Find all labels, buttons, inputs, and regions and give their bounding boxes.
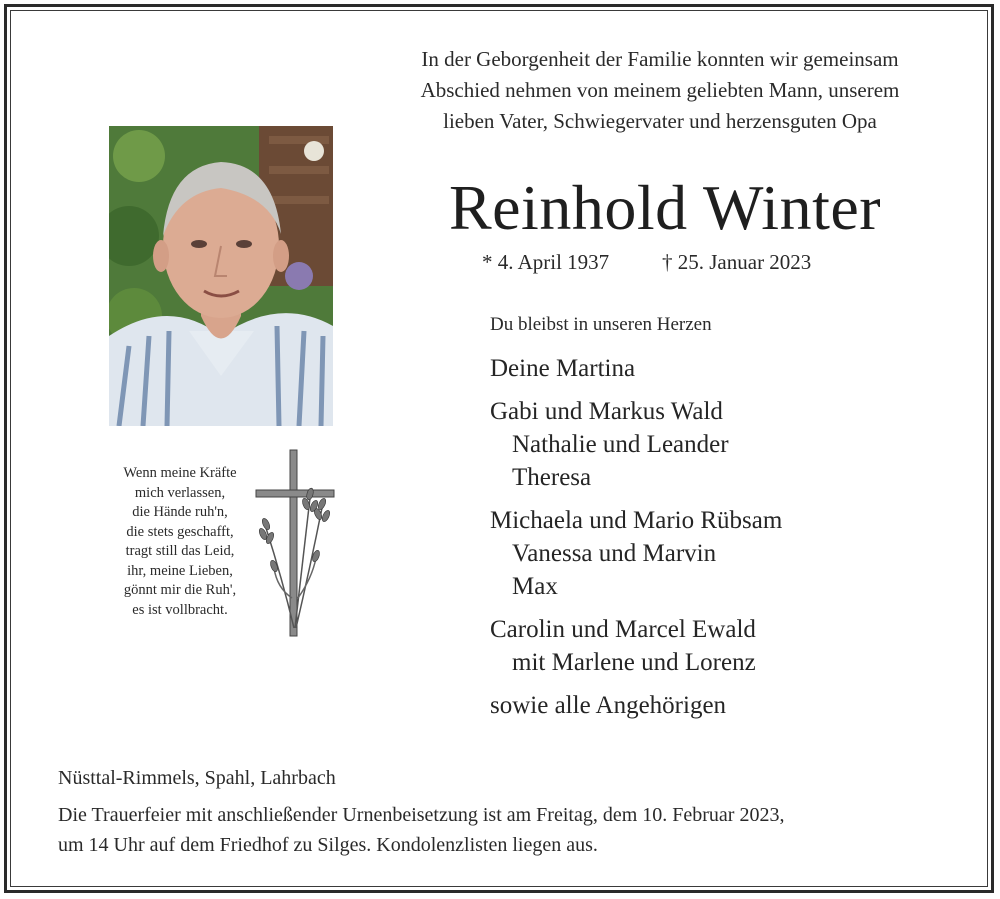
family-line: Max <box>512 573 558 600</box>
family-group-ewald <box>490 613 960 679</box>
intro-line: Abschied nehmen von meinem geliebten Mann, unserem <box>420 78 900 102</box>
death-date: † 25. Januar 2023 <box>662 250 812 274</box>
portrait-photo <box>109 126 333 426</box>
poem-line: die stets geschafft, <box>126 523 234 540</box>
family-line: Deine Martina <box>490 355 636 382</box>
intro-line: lieben Vater, Schwiegervater und herzensguten Opa <box>443 109 877 133</box>
family-line: Gabi und Markus Wald <box>490 398 723 425</box>
deceased-name: Reinhold Winter <box>448 172 882 243</box>
family-group-wife <box>490 352 960 385</box>
family-line: Vanessa und Marvin <box>512 540 717 567</box>
cross-with-wheat-icon <box>252 448 338 640</box>
poem-line: mich verlassen, <box>134 484 226 501</box>
poem-line: es ist vollbracht. <box>132 601 228 618</box>
family-line: Michaela und Mario Rübsam <box>490 507 783 534</box>
intro-text <box>368 44 952 137</box>
motto: Du bleibst in unseren Herzen <box>490 314 712 335</box>
family-line: Nathalie und Leander <box>512 431 729 458</box>
family-line: mit Marlene und Lorenz <box>512 649 756 676</box>
funeral-service-info <box>58 800 958 860</box>
poem-line: Wenn meine Kräfte <box>123 465 237 481</box>
family-line: Theresa <box>512 464 592 491</box>
family-group-wald <box>490 395 960 494</box>
portrait-image <box>109 126 333 426</box>
service-line: um 14 Uhr auf dem Friedhof zu Silges. Kondolenzlisten liegen aus. <box>58 834 598 856</box>
family-group-ruebsam <box>490 504 960 603</box>
family-list <box>490 352 960 732</box>
poem-line: die Hände ruh'n, <box>132 504 228 520</box>
intro-line: In der Geborgenheit der Familie konnten wir gemeinsam <box>421 47 899 71</box>
family-group-others <box>490 689 960 722</box>
place-names: Nüsttal-Rimmels, Spahl, Lahrbach <box>58 767 336 789</box>
poem-line: ihr, meine Lieben, <box>127 562 233 579</box>
service-line: Die Trauerfeier mit anschließender Urnenbeisetzung ist am Freitag, dem 10. Februar 2023, <box>58 804 785 826</box>
poem <box>100 464 260 620</box>
family-line: sowie alle Angehörigen <box>490 692 727 719</box>
poem-line: gönnt mir die Ruh', <box>123 582 237 598</box>
family-line: Carolin und Marcel Ewald <box>490 616 756 643</box>
poem-line: tragt still das Leid, <box>125 543 235 559</box>
birth-date: * 4. April 1937 <box>482 250 610 274</box>
